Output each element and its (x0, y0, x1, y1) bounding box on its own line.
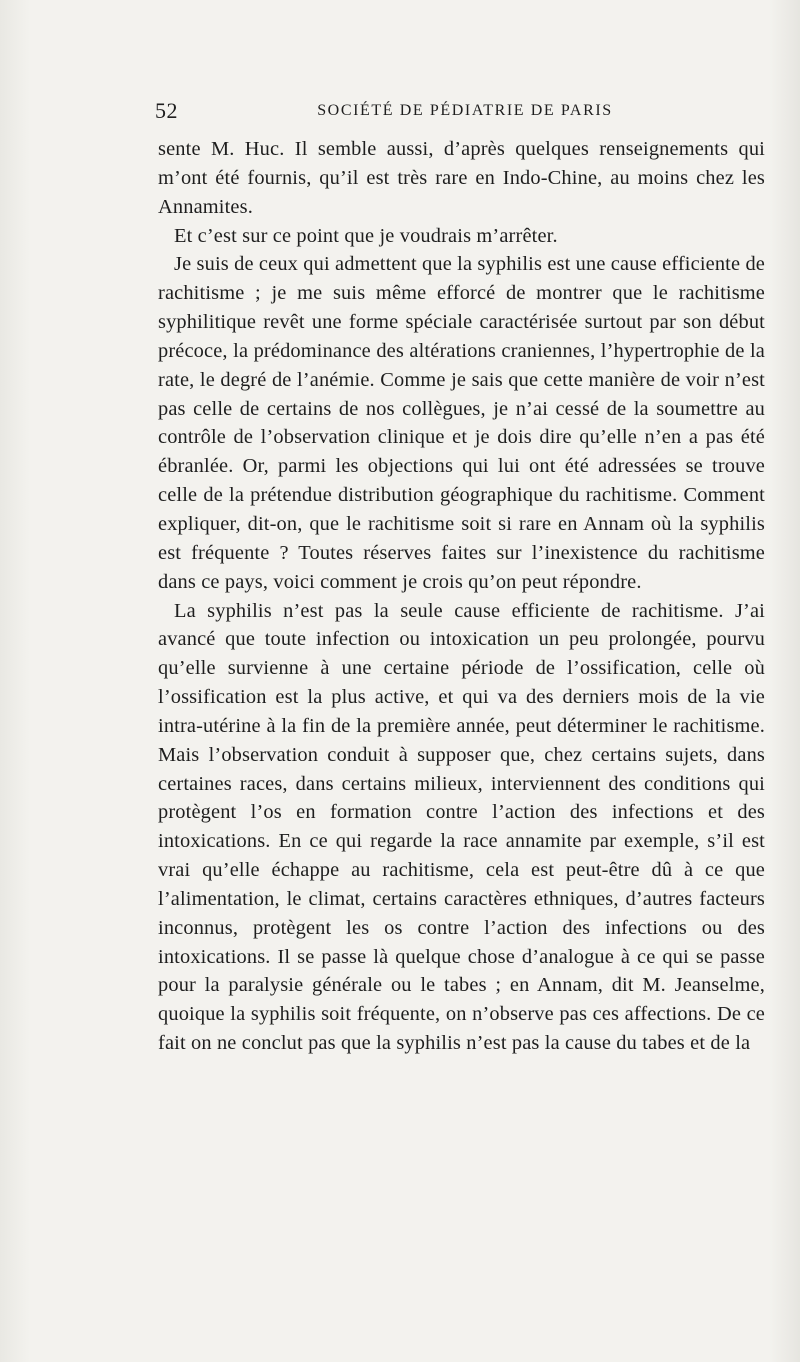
paragraph: Je suis de ceux qui admettent que la syphilis est une cause efficiente de rachitisme ; je me suis même efforcé de montrer que le rachitisme syphilitique revêt une forme spéciale caractérisée surtout par son début précoce, la prédominance des altérations craniennes, l’hypertrophie de la rate, le degré de l’anémie. Comme je sais que cette manière de voir n’est pas celle de certains de nos collègues, je n’ai cessé de la soumettre au contrôle de l’observation clinique et je dois dire qu’elle n’en a pas été ébranlée. Or, parmi les objections qui lui ont été adressées se trouve celle de la prétendue distribution géographique du rachitisme. Comment expliquer, dit-on, que le rachitisme soit si rare en Annam où la syphilis est fréquente ? Toutes réserves faites sur l’inexistence du rachitisme dans ce pays, voici comment je crois qu’on peut répondre. (158, 253, 765, 593)
running-head (155, 98, 765, 128)
paragraph: Et c’est sur ce point que je voudrais m’arrêter. (174, 224, 558, 247)
paragraph-continuation: sente M. Huc. Il semble aussi, d’après quelques renseignements qui m’ont été fournis, qu’il est très rare en Indo-Chine, au moins chez les Annamites. (158, 138, 765, 218)
page-number: 52 (155, 98, 178, 123)
paragraph: La syphilis n’est pas la seule cause efficiente de rachitisme. J’ai avancé que toute infection ou intoxication un peu prolongée, pourvu qu’elle survienne à une certaine période de l’ossification, celle où l’ossification est la plus active, et qui va des derniers mois de la vie intra-utérine à la fin de la première année, peut déterminer le rachitisme. Mais l’observation conduit à supposer que, chez certains sujets, dans certaines races, dans certains milieux, interviennent des conditions qui protègent l’os en formation contre l’action des infections et des intoxications. En ce qui regarde la race annamite par exemple, s’il est vrai qu’elle échappe au rachitisme, cela est peut-être dû à ce que l’alimentation, le climat, certains caractères ethniques, d’autres facteurs inconnus, protègent les os contre l’action des infections ou des intoxications. Il se passe là quelque chose d’analogue à ce qui se passe pour la paralysie générale ou le tabes ; en Annam, dit M. Jeanselme, quoique la syphilis soit fréquente, on n’observe pas ces affections. De ce fait on ne conclut pas que la syphilis n’est pas la cause du tabes et de la (158, 599, 765, 1055)
running-title: SOCIÉTÉ DE PÉDIATRIE DE PARIS (317, 102, 613, 119)
body-text (158, 135, 765, 1058)
